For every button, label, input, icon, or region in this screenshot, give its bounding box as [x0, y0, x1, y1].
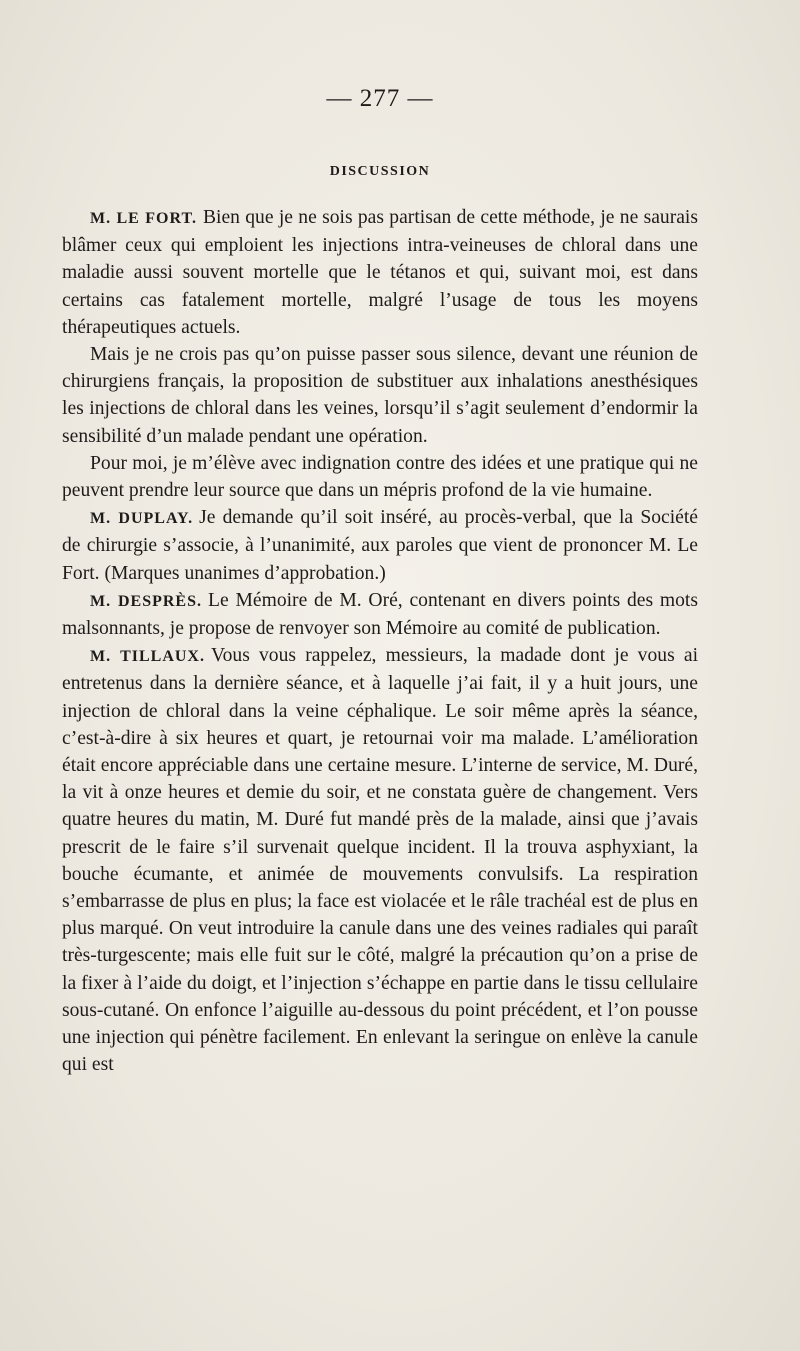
page-number: — 277 —	[326, 85, 434, 112]
speaker-name: M. DESPRÈS.	[90, 592, 203, 610]
section-heading: DISCUSSION	[329, 164, 431, 179]
paragraph-le-fort	[62, 204, 698, 341]
speaker-name: M. LE FORT.	[90, 210, 197, 227]
paragraph-continuation	[62, 341, 698, 450]
paragraph-despres	[62, 587, 698, 642]
speaker-name: M. TILLAUX.	[90, 648, 205, 666]
text-block	[62, 82, 698, 1079]
paragraph-text: Je demande qu’il soit inséré, au procès-verbal, que la Société de chirurgie s’associe, à l’unanimité, aux paroles que vient de prononcer M. Le Fort. (Marques unanimes d’approbation.)	[62, 507, 698, 584]
paragraph-text: Mais je ne crois pas qu’on puisse passer sous silence, devant une réunion de chirurgiens français, la proposition de substituer aux inhalations anesthésiques les injections de chloral dans les veines, lorsqu’il s’agit seulement d’endormir la sensibilité d’un malade pendant une opération.	[62, 344, 698, 447]
paragraph-duplay	[62, 504, 698, 587]
speaker-name: M. DUPLAY.	[90, 510, 194, 528]
paragraph-tillaux	[62, 642, 698, 1078]
paragraph-text: Pour moi, je m’élève avec indignation contre des idées et une pratique qui ne peuvent prendre leur source que dans un mépris profond de la vie humaine.	[62, 452, 698, 502]
paragraph-text: Vous vous rappelez, messieurs, la madade dont je vous ai entretenus dans la dernière séance, et à laquelle j’ai fait, il y a huit jours, une injection de chloral dans la veine céphalique. Le soir même après la séance, c’est-à-dire à six heures et quart, je retournai voir ma malade. L’amélioration était encore appréciable dans une certaine mesure. L’interne de service, M. Duré, la vit à onze heures et demie du soir, et ne constata guère de changement. Vers quatre heures du matin, M. Duré fut mandé près de la malade, ainsi que j’avais prescrit de le faire s’il survenait quelque incident. Il la trouva asphyxiant, la bouche écumante, et animée de mouvements convulsifs. La respiration s’embarrasse de plus en plus; la face est violacée et le râle trachéal est de plus en plus marqué. On veut introduire la canule dans une des veines radiales qui paraît très-turgescente; mais elle fuit sur le côté, malgré la précaution qu’on a prise de la fixer à l’aide du doigt, et l’injection s’échappe en partie dans le tissu cellulaire sous-cutané. On enfonce l’aiguille au-dessous du point précédent, et l’on pousse une injection qui pénètre facilement. En enlevant la seringue on enlève la canule qui est	[62, 645, 699, 1076]
paragraph-text: Bien que je ne sois pas partisan de cette méthode, je ne saurais blâmer ceux qui emploient les injections intra-veineuses de chloral dans une maladie aussi souvent mortelle que le tétanos et qui, suivant moi, est dans certains cas fatalement mortelle, malgré l’usage de tous les moyens thérapeutiques actuels.	[62, 207, 699, 338]
paragraph-text: Le Mémoire de M. Oré, contenant en divers points des mots malsonnants, je propose de renvoyer son Mémoire au comité de publication.	[62, 589, 699, 640]
paragraph-continuation	[62, 450, 698, 504]
